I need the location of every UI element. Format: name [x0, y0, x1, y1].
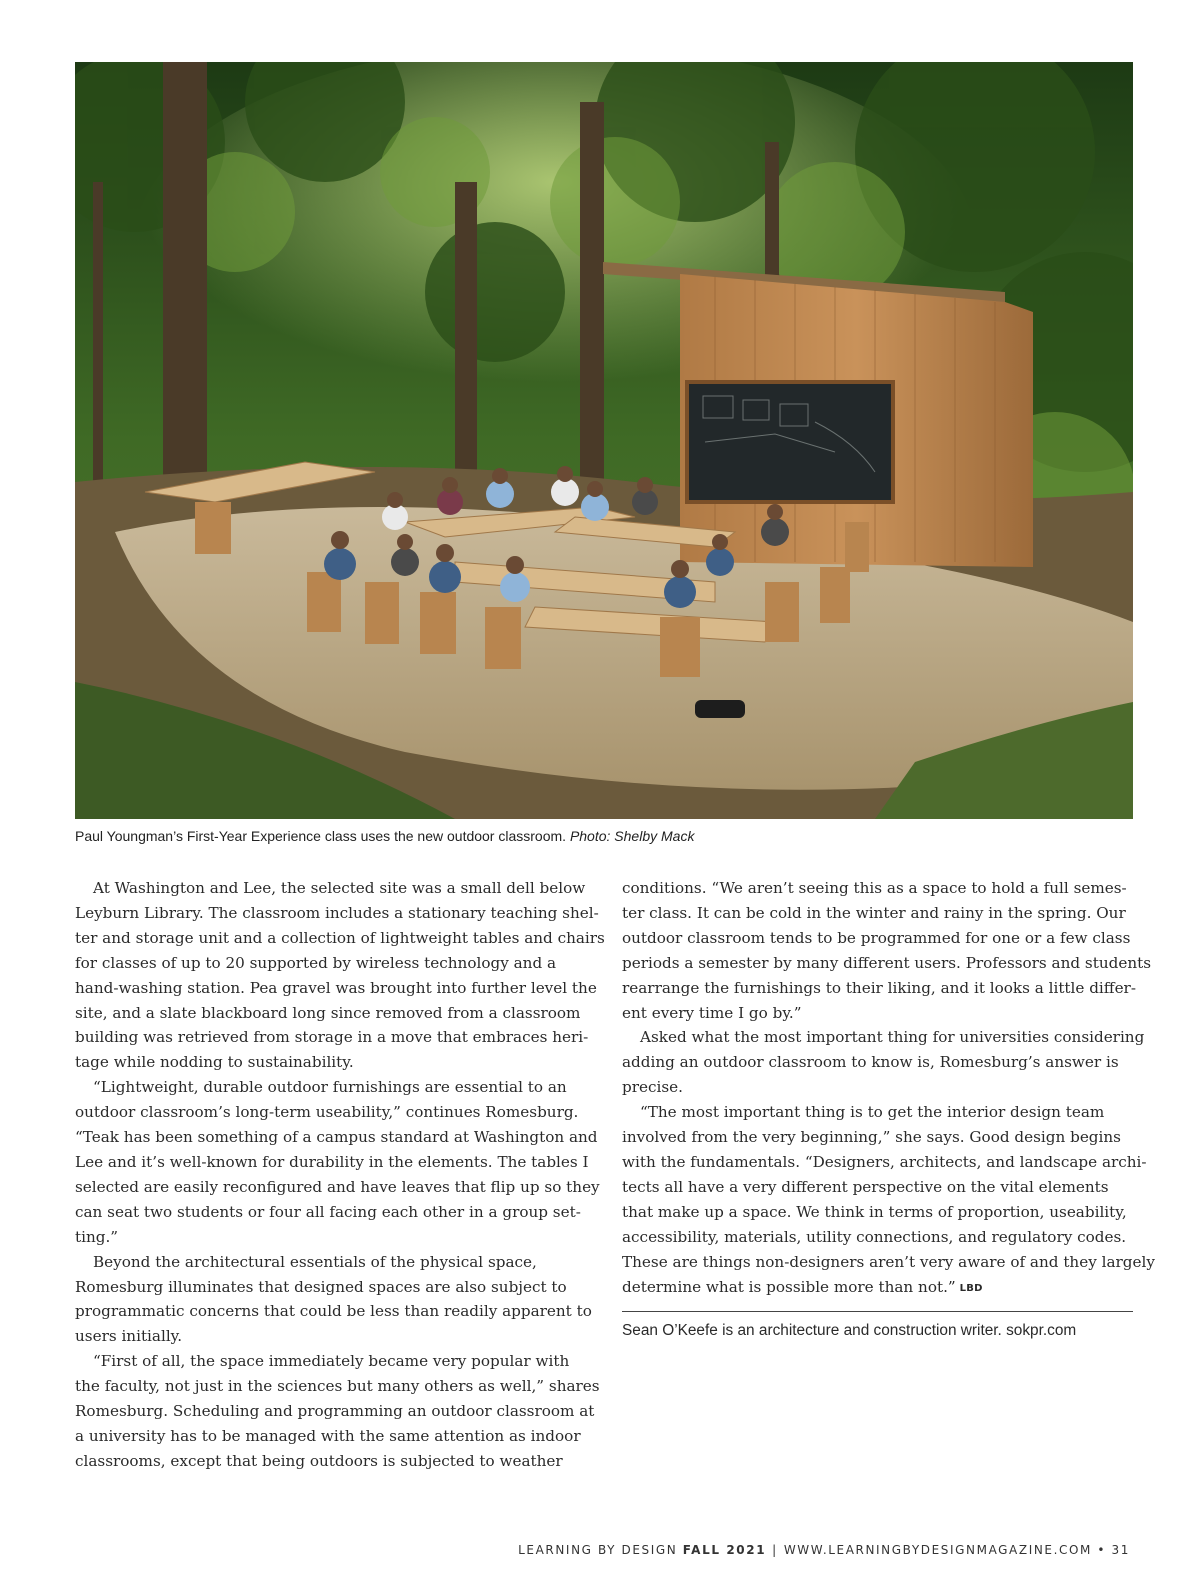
text-line: These are things non-designers aren’t very aware of and they largely: [622, 1252, 1155, 1271]
text-line: Leyburn Library. The classroom includes a stationary teaching shel-: [75, 903, 599, 922]
text-line: “Lightweight, durable outdoor furnishings are essential to an: [93, 1078, 567, 1097]
text-line: ent every time I go by.”: [622, 1003, 802, 1022]
text-line: for classes of up to 20 supported by wireless technology and a: [75, 953, 557, 972]
text-line: outdoor classroom tends to be programmed for one or a few class: [622, 928, 1131, 947]
article-column-left: [75, 876, 605, 1474]
text-line: adding an outdoor classroom to know is, Romesburg’s answer is: [622, 1053, 1119, 1072]
text-line: involved from the very beginning,” she says. Good design begins: [622, 1128, 1121, 1147]
footer-bullet: •: [1097, 1543, 1107, 1557]
text-line: that make up a space. We think in terms of proportion, useability,: [622, 1202, 1127, 1221]
text-line-last: [622, 1275, 1134, 1302]
text-line: site, and a slate blackboard long since removed from a classroom: [75, 1003, 581, 1022]
text-line: programmatic concerns that could be less than readily apparent to: [75, 1302, 592, 1321]
photo-credit: Photo: Shelby Mack: [569, 828, 695, 844]
text-line: accessibility, materials, utility connections, and regulatory codes.: [622, 1227, 1127, 1246]
classroom-photo: [75, 62, 1133, 819]
text-line: At Washington and Lee, the selected site was a small dell below: [93, 879, 586, 897]
text-line: Asked what the most important thing for universities considering: [640, 1028, 1145, 1047]
issue-label: FALL 2021: [682, 1543, 767, 1557]
text-line: users initially.: [75, 1327, 183, 1346]
text-line: a university has to be managed with the same attention as indoor: [75, 1426, 581, 1445]
text-line: rearrange the furnishings to their liking, and it looks a little differ-: [622, 978, 1136, 997]
text-line: Beyond the architectural essentials of the physical space,: [93, 1252, 537, 1271]
magazine-url: WWW.LEARNINGBYDESIGNMAGAZINE.COM: [783, 1543, 1092, 1557]
caption-text: Paul Youngman’s First-Year Experience class uses the new outdoor classroom.: [75, 828, 570, 844]
text-line: tage while nodding to sustainability.: [75, 1053, 354, 1072]
text-line: ter class. It can be cold in the winter and rainy in the spring. Our: [622, 903, 1126, 922]
author-bio: Sean O’Keefe is an architecture and construction writer. sokpr.com: [622, 1322, 1077, 1339]
text-line: tects all have a very different perspective on the vital elements: [622, 1177, 1109, 1196]
text-line: building was retrieved from storage in a move that embraces heri-: [75, 1028, 589, 1047]
text-line: Romesburg illuminates that designed spaces are also subject to: [75, 1277, 567, 1296]
text-line: selected are easily reconfigured and have leaves that flip up so they: [75, 1177, 600, 1196]
text-line: Romesburg. Scheduling and programming an outdoor classroom at: [75, 1402, 595, 1421]
text-line: ter and storage unit and a collection of lightweight tables and chairs: [75, 928, 605, 947]
text-line: periods a semester by many different users. Professors and students: [622, 953, 1152, 972]
slate-blackboard: [687, 382, 893, 502]
text-line: “The most important thing is to get the interior design team: [640, 1103, 1105, 1122]
bio-divider: [622, 1311, 1133, 1312]
photo-caption: [75, 828, 1135, 844]
article-column-right: [622, 876, 1155, 1301]
page-number: 31: [1111, 1543, 1130, 1557]
text-line: ting.”: [75, 1227, 119, 1246]
text-line: hand-washing station. Pea gravel was brought into further level the: [75, 978, 597, 997]
text-line: can seat two students or four all facing each other in a group set-: [75, 1202, 581, 1221]
text-line: “Teak has been something of a campus standard at Washington and: [75, 1128, 598, 1147]
text-line: conditions. “We aren’t seeing this as a space to hold a full semes-: [622, 879, 1127, 897]
text-line: “First of all, the space immediately became very popular with: [93, 1352, 570, 1371]
footer-separator: |: [772, 1543, 778, 1557]
text-line-content: determine what is possible more than not.”: [622, 1277, 956, 1296]
page-footer: [518, 1543, 1130, 1557]
end-mark: LBD: [959, 1282, 983, 1294]
text-line: outdoor classroom’s long-term useability,” continues Romesburg.: [75, 1103, 579, 1122]
text-line: the faculty, not just in the sciences but many others as well,” shares: [75, 1377, 600, 1396]
outdoor-classroom-illustration: [75, 62, 1133, 819]
backpack: [695, 700, 745, 718]
text-line: with the fundamentals. “Designers, architects, and landscape archi-: [622, 1152, 1147, 1171]
magazine-name: LEARNING BY DESIGN: [518, 1543, 678, 1557]
text-line: Lee and it’s well-known for durability in the elements. The tables I: [75, 1152, 589, 1171]
text-line: classrooms, except that being outdoors is subjected to weather: [75, 1451, 563, 1470]
text-line: precise.: [622, 1078, 683, 1097]
